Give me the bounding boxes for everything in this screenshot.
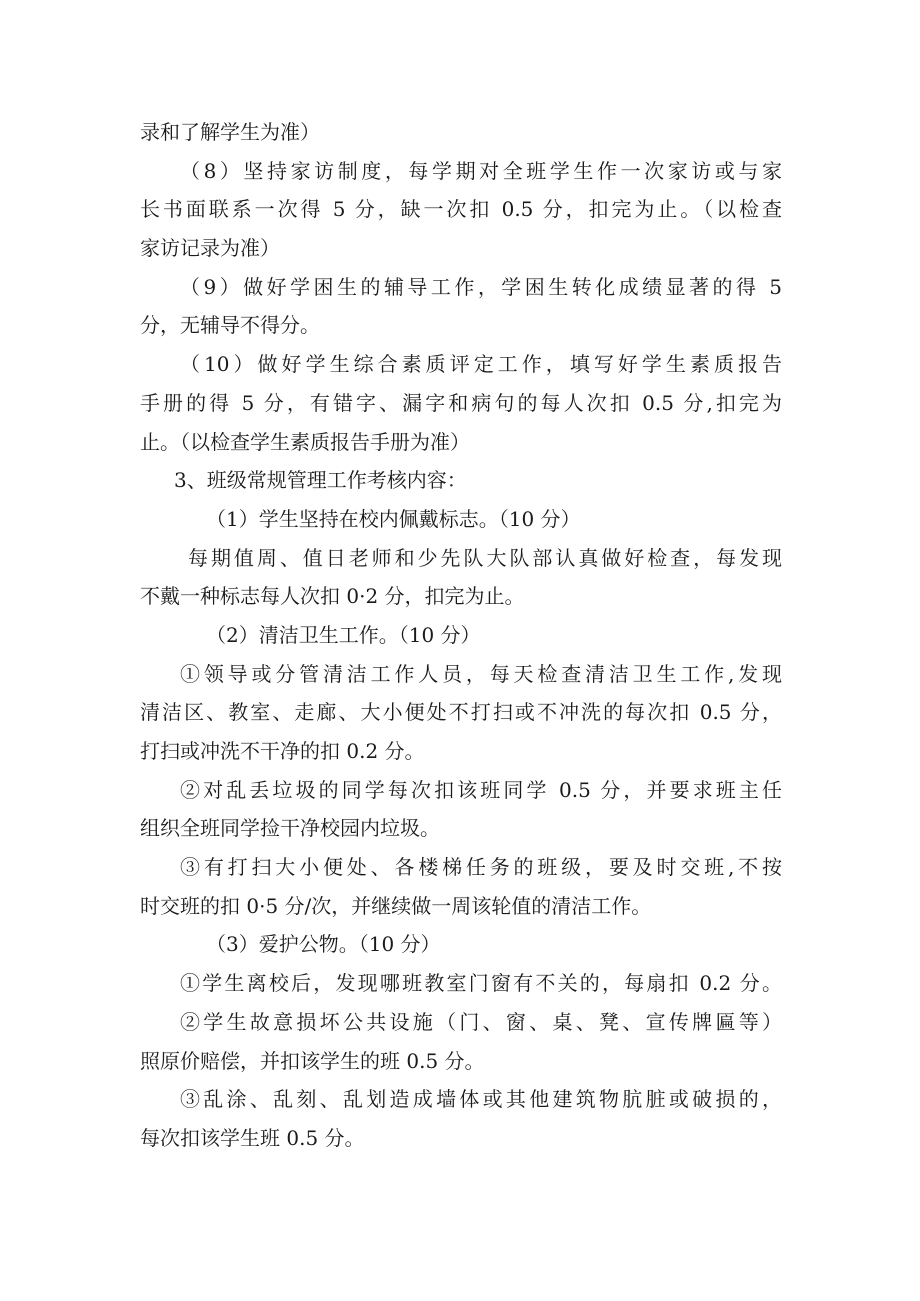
text-line: 不戴一种标志每人次扣 0·2 分，扣完为止。 — [140, 584, 525, 609]
section-heading: 3、班级常规管理工作考核内容： — [174, 468, 467, 493]
text-line: 录和了解学生为准） — [140, 120, 320, 144]
text-line: （10）做好学生综合素质评定工作，填写好学生素质报告 — [180, 352, 782, 377]
text-line: 分，无辅导不得分。 — [140, 313, 320, 338]
text-line: （8）坚持家访制度，每学期对全班学生作一次家访或与家 — [180, 158, 782, 183]
document-body — [140, 113, 782, 1158]
text-line: 时交班的扣 0·5 分/次，并继续做一周该轮值的清洁工作。 — [140, 893, 652, 918]
text-line: （3）爱护公物。（10 分） — [206, 932, 441, 957]
text-line: 每期值周、值日老师和少先队大队部认真做好检查，每发现 — [188, 545, 782, 570]
text-line: 止。（以检查学生素质报告手册为准） — [140, 429, 470, 454]
text-line: ①学生离校后，发现哪班教室门窗有不关的，每扇扣 0.2 分。 — [180, 971, 782, 996]
text-line: 组织全班同学捡干净校园内垃圾。 — [140, 816, 440, 841]
text-line: ②对乱丢垃圾的同学每次扣该班同学 0.5 分，并要求班主任 — [180, 777, 782, 802]
text-line: （1）学生坚持在校内佩戴标志。（10 分） — [206, 506, 581, 531]
text-line: 家访记录为准） — [140, 236, 280, 261]
text-line: 长书面联系一次得 5 分，缺一次扣 0.5 分，扣完为止。（以检查 — [140, 197, 782, 222]
text-line: ③乱涂、乱刻、乱划造成墙体或其他建筑物肮脏或破损的， — [180, 1087, 782, 1112]
text-line: 手册的得 5 分，有错字、漏字和病句的每人次扣 0.5 分,扣完为 — [140, 390, 782, 415]
text-line: ①领导或分管清洁工作人员，每天检查清洁卫生工作,发现 — [180, 661, 782, 686]
text-line: 清洁区、教室、走廊、大小便处不打扫或不冲洗的每次扣 0.5 分， — [140, 700, 782, 725]
text-line: 照原价赔偿，并扣该学生的班 0.5 分。 — [140, 1048, 485, 1073]
text-line: （2）清洁卫生工作。（10 分） — [206, 622, 481, 647]
text-line: ②学生故意损坏公共设施（门、窗、桌、凳、宣传牌匾等） — [180, 1009, 782, 1034]
text-line: （9）做好学困生的辅导工作，学困生转化成绩显著的得 5 — [180, 274, 782, 299]
text-line: 打扫或冲洗不干净的扣 0.2 分。 — [140, 739, 425, 763]
text-line: 每次扣该学生班 0.5 分。 — [140, 1125, 365, 1150]
text-line: ③有打扫大小便处、各楼梯任务的班级，要及时交班,不按 — [180, 855, 782, 880]
